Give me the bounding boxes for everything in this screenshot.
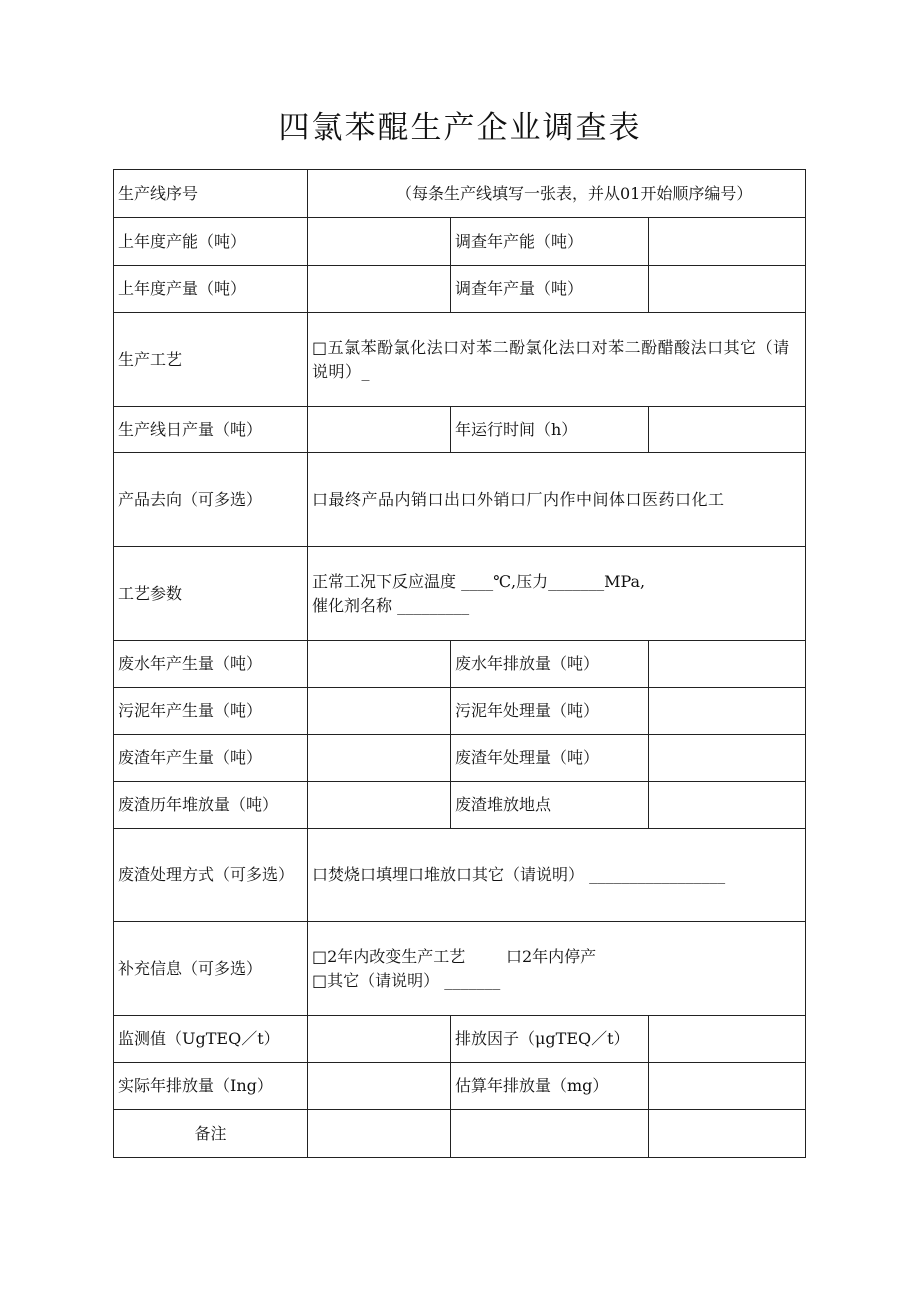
- field-label: 实际年排放量（Ing）: [114, 1063, 308, 1110]
- field-label: 废渣年处理量（吨）: [451, 735, 649, 782]
- table-row: [114, 782, 806, 829]
- params-line-1: 正常工况下反应温度 ____℃,压力_______MPa,: [312, 571, 646, 591]
- field-label: 废水年排放量（吨）: [451, 641, 649, 688]
- annual-run-time-field[interactable]: [649, 407, 806, 453]
- table-row: [114, 735, 806, 782]
- table-row: [114, 1016, 806, 1063]
- line-number-field[interactable]: （每条生产线填写一张表，并从01开始顺序编号）: [308, 170, 806, 218]
- field-label: 生产工艺: [114, 313, 308, 407]
- page-title: 四氯苯醌生产企业调查表: [278, 110, 642, 146]
- field-label: 废渣处理方式（可多选）: [114, 829, 308, 922]
- last-year-output-field[interactable]: [308, 266, 451, 313]
- remarks-field-1[interactable]: [308, 1110, 451, 1158]
- table-row: [114, 313, 806, 407]
- field-label: 生产线日产量（吨）: [114, 407, 308, 453]
- table-row: [114, 1110, 806, 1158]
- residue-location-field[interactable]: [649, 782, 806, 829]
- field-label: 工艺参数: [114, 547, 308, 641]
- table-row: [114, 453, 806, 547]
- field-label: 排放因子（μgTEQ／t）: [451, 1016, 649, 1063]
- field-label: 生产线序号: [114, 170, 308, 218]
- actual-emission-field[interactable]: [308, 1063, 451, 1110]
- wastewater-generated-field[interactable]: [308, 641, 451, 688]
- table-row: [114, 266, 806, 313]
- residue-treated-field[interactable]: [649, 735, 806, 782]
- supplement-line-1: □2年内改变生产工艺 口2年内停产: [312, 946, 597, 966]
- field-label: 污泥年产生量（吨）: [114, 688, 308, 735]
- table-row: [114, 1063, 806, 1110]
- destination-options[interactable]: 口最终产品内销口出口外销口厂内作中间体口医药口化工: [308, 453, 806, 547]
- sludge-treated-field[interactable]: [649, 688, 806, 735]
- table-row: [114, 829, 806, 922]
- table-row: [114, 407, 806, 453]
- field-label: 调查年产能（吨）: [451, 218, 649, 266]
- residue-method-options[interactable]: 口焚烧口填埋口堆放口其它（请说明） _________________: [308, 829, 806, 922]
- emission-factor-field[interactable]: [649, 1016, 806, 1063]
- table-row: [114, 547, 806, 641]
- daily-output-field[interactable]: [308, 407, 451, 453]
- sludge-generated-field[interactable]: [308, 688, 451, 735]
- field-label: 废水年产生量（吨）: [114, 641, 308, 688]
- field-label: 污泥年处理量（吨）: [451, 688, 649, 735]
- field-label: 补充信息（可多选）: [114, 922, 308, 1016]
- table-row: [114, 641, 806, 688]
- table-row: [114, 170, 806, 218]
- residue-generated-field[interactable]: [308, 735, 451, 782]
- residue-history-field[interactable]: [308, 782, 451, 829]
- field-label: 废渣堆放地点: [451, 782, 649, 829]
- field-label: 年运行时间（h）: [451, 407, 649, 453]
- wastewater-discharged-field[interactable]: [649, 641, 806, 688]
- field-label: 估算年排放量（mg）: [451, 1063, 649, 1110]
- process-options[interactable]: □五氯苯酚氯化法口对苯二酚氯化法口对苯二酚醋酸法口其它（请说明）_: [308, 313, 806, 407]
- remarks-field-2[interactable]: [451, 1110, 649, 1158]
- field-label: 备注: [114, 1110, 308, 1158]
- estimated-emission-field[interactable]: [649, 1063, 806, 1110]
- supplement-options[interactable]: [308, 922, 806, 1016]
- params-line-2: 催化剂名称 _________: [312, 595, 470, 615]
- supplement-line-2: □其它（请说明） _______: [312, 970, 501, 990]
- field-label: 监测值（UgTEQ／t）: [114, 1016, 308, 1063]
- remarks-field-3[interactable]: [649, 1110, 806, 1158]
- survey-year-capacity-field[interactable]: [649, 218, 806, 266]
- monitor-value-field[interactable]: [308, 1016, 451, 1063]
- field-label: 上年度产量（吨）: [114, 266, 308, 313]
- field-label: 废渣历年堆放量（吨）: [114, 782, 308, 829]
- process-params-field[interactable]: [308, 547, 806, 641]
- field-label: 产品去向（可多选）: [114, 453, 308, 547]
- survey-form-table: [113, 169, 806, 1158]
- table-row: [114, 218, 806, 266]
- table-row: [114, 922, 806, 1016]
- table-row: [114, 688, 806, 735]
- survey-year-output-field[interactable]: [649, 266, 806, 313]
- last-year-capacity-field[interactable]: [308, 218, 451, 266]
- field-label: 上年度产能（吨）: [114, 218, 308, 266]
- field-label: 废渣年产生量（吨）: [114, 735, 308, 782]
- field-label: 调查年产量（吨）: [451, 266, 649, 313]
